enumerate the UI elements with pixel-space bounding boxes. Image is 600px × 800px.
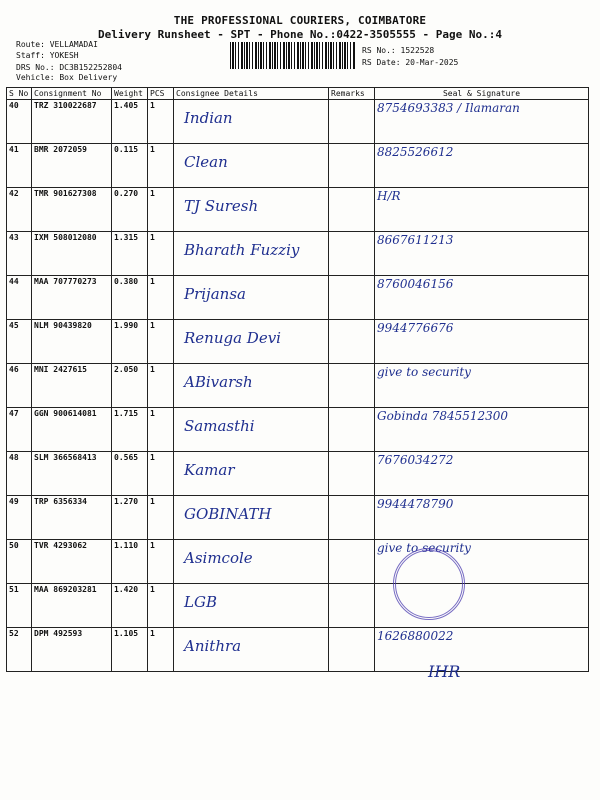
table-row xyxy=(7,188,589,232)
consignee-name xyxy=(174,188,329,232)
table-row xyxy=(7,408,589,452)
col-weight: Weight xyxy=(112,88,148,100)
consignee-name xyxy=(174,496,329,540)
table-row xyxy=(7,584,589,628)
signature-cell-text: 7676034272 xyxy=(377,453,454,467)
consignment-number-text: TMR 901627308 xyxy=(34,189,97,198)
table-row xyxy=(7,452,589,496)
footer-handwritten-note: IHR xyxy=(428,662,461,681)
weight-cell xyxy=(112,276,148,320)
signature-cell xyxy=(375,496,589,540)
weight-cell-text: 1.315 xyxy=(114,233,139,242)
signature-cell xyxy=(375,408,589,452)
signature-cell-text: Gobinda 7845512300 xyxy=(377,409,509,423)
pcs-cell xyxy=(148,584,174,628)
consignee-name xyxy=(174,144,329,188)
pcs-cell xyxy=(148,100,174,144)
weight-cell-text: 0.270 xyxy=(114,189,139,198)
sno-cell xyxy=(7,100,32,144)
consignment-number-text: TRZ 310022687 xyxy=(34,101,97,110)
sno-cell xyxy=(7,188,32,232)
pcs-cell xyxy=(148,232,174,276)
signature-cell-text: give to security xyxy=(377,365,471,379)
consignment-number xyxy=(32,320,112,364)
consignee-name xyxy=(174,320,329,364)
col-sno: S No xyxy=(7,88,32,100)
consignee-name xyxy=(174,232,329,276)
pcs-cell xyxy=(148,320,174,364)
consignment-number xyxy=(32,540,112,584)
pcs-cell-text: 1 xyxy=(150,365,155,374)
consignment-number xyxy=(32,628,112,672)
signature-cell xyxy=(375,364,589,408)
pcs-cell xyxy=(148,452,174,496)
sno-cell xyxy=(7,320,32,364)
consignee-name-text: Bharath Fuzziy xyxy=(184,241,300,259)
consignment-number-text: MAA 869203281 xyxy=(34,585,97,594)
table-row xyxy=(7,100,589,144)
weight-cell-text: 1.715 xyxy=(114,409,139,418)
sno-cell xyxy=(7,628,32,672)
consignment-number-text: TVR 4293062 xyxy=(34,541,87,550)
remarks-cell xyxy=(329,408,375,452)
consignee-name-text: Prijansa xyxy=(184,285,246,303)
weight-cell-text: 1.270 xyxy=(114,497,139,506)
table-row xyxy=(7,320,589,364)
weight-cell xyxy=(112,364,148,408)
remarks-cell xyxy=(329,100,375,144)
pcs-cell-text: 1 xyxy=(150,541,155,550)
consignee-name xyxy=(174,540,329,584)
signature-cell-text: 8825526612 xyxy=(377,145,454,159)
remarks-cell xyxy=(329,628,375,672)
pcs-cell-text: 1 xyxy=(150,189,155,198)
consignee-name xyxy=(174,408,329,452)
remarks-cell xyxy=(329,320,375,364)
col-consignee: Consignee Details xyxy=(174,88,329,100)
pcs-cell-text: 1 xyxy=(150,145,155,154)
weight-cell-text: 0.565 xyxy=(114,453,139,462)
remarks-cell xyxy=(329,232,375,276)
consignee-name-text: TJ Suresh xyxy=(184,197,259,215)
consignee-name-text: GOBINATH xyxy=(184,505,272,523)
weight-cell xyxy=(112,584,148,628)
pcs-cell-text: 1 xyxy=(150,277,155,286)
consignee-name-text: ABivarsh xyxy=(184,373,253,391)
col-pcs: PCS xyxy=(148,88,174,100)
signature-cell-text: 8754693383 / Ilamaran xyxy=(377,101,520,115)
sno-cell-text: 50 xyxy=(9,541,19,550)
sno-cell-text: 45 xyxy=(9,321,19,330)
consignee-name xyxy=(174,628,329,672)
sno-cell xyxy=(7,144,32,188)
table-row xyxy=(7,276,589,320)
pcs-cell xyxy=(148,408,174,452)
sno-cell-text: 48 xyxy=(9,453,19,462)
sno-cell xyxy=(7,584,32,628)
table-row xyxy=(7,232,589,276)
rs-number: RS No.: 1522528 xyxy=(362,46,435,55)
pcs-cell xyxy=(148,188,174,232)
barcode xyxy=(230,42,355,69)
consignee-name-text: Kamar xyxy=(184,461,235,479)
sno-cell-text: 44 xyxy=(9,277,19,286)
weight-cell-text: 1.405 xyxy=(114,101,139,110)
sno-cell xyxy=(7,364,32,408)
pcs-cell-text: 1 xyxy=(150,321,155,330)
remarks-cell xyxy=(329,276,375,320)
signature-cell-text: 9944776676 xyxy=(377,321,454,335)
sno-cell xyxy=(7,232,32,276)
seal-stamp xyxy=(393,548,465,620)
sno-cell xyxy=(7,408,32,452)
remarks-cell xyxy=(329,364,375,408)
pcs-cell-text: 1 xyxy=(150,233,155,242)
signature-cell-text: 8760046156 xyxy=(377,277,454,291)
consignee-name xyxy=(174,584,329,628)
company-title: THE PROFESSIONAL COURIERS, COIMBATORE xyxy=(173,14,427,27)
signature-cell xyxy=(375,100,589,144)
consignee-name xyxy=(174,100,329,144)
sno-cell-text: 42 xyxy=(9,189,19,198)
consignment-number-text: GGN 900614081 xyxy=(34,409,97,418)
consignment-number-text: DPM 492593 xyxy=(34,629,83,638)
consignee-name xyxy=(174,276,329,320)
consignment-number xyxy=(32,584,112,628)
signature-cell-text: 8667611213 xyxy=(377,233,454,247)
weight-cell xyxy=(112,628,148,672)
sno-cell-text: 47 xyxy=(9,409,19,418)
consignment-number xyxy=(32,496,112,540)
weight-cell xyxy=(112,100,148,144)
weight-cell xyxy=(112,496,148,540)
pcs-cell xyxy=(148,496,174,540)
consignee-name-text: Samasthi xyxy=(184,417,255,435)
table-header-row xyxy=(7,88,589,100)
consignment-number xyxy=(32,364,112,408)
consignment-number xyxy=(32,232,112,276)
consignee-name-text: LGB xyxy=(184,593,217,611)
consignment-number xyxy=(32,452,112,496)
weight-cell-text: 1.990 xyxy=(114,321,139,330)
consignment-number-text: IXM 508012080 xyxy=(34,233,97,242)
signature-cell-text: 1626880022 xyxy=(377,629,454,643)
pcs-cell-text: 1 xyxy=(150,497,155,506)
table-row xyxy=(7,364,589,408)
weight-cell-text: 1.420 xyxy=(114,585,139,594)
weight-cell xyxy=(112,188,148,232)
weight-cell xyxy=(112,144,148,188)
remarks-cell xyxy=(329,188,375,232)
sno-cell-text: 41 xyxy=(9,145,19,154)
consignment-number-text: BMR 2072059 xyxy=(34,145,87,154)
consignee-name-text: Anithra xyxy=(184,637,242,655)
sno-cell-text: 40 xyxy=(9,101,19,110)
sno-cell xyxy=(7,276,32,320)
remarks-cell xyxy=(329,584,375,628)
consignee-name-text: Indian xyxy=(184,109,233,127)
consignment-number xyxy=(32,100,112,144)
weight-cell xyxy=(112,320,148,364)
route-label: Route: VELLAMADAI xyxy=(16,40,98,49)
consignment-number xyxy=(32,276,112,320)
col-remarks: Remarks xyxy=(329,88,375,100)
pcs-cell-text: 1 xyxy=(150,585,155,594)
consignment-number-text: NLM 90439820 xyxy=(34,321,92,330)
col-signature: Seal & Signature xyxy=(375,88,589,100)
weight-cell-text: 0.115 xyxy=(114,145,139,154)
pcs-cell xyxy=(148,540,174,584)
signature-cell-text: H/R xyxy=(377,189,401,203)
consignment-number-text: SLM 366568413 xyxy=(34,453,97,462)
remarks-cell xyxy=(329,452,375,496)
col-consignment: Consignment No xyxy=(32,88,112,100)
pcs-cell xyxy=(148,144,174,188)
signature-cell xyxy=(375,320,589,364)
consignment-number xyxy=(32,408,112,452)
table-row xyxy=(7,144,589,188)
staff-label: Staff: YOKESH xyxy=(16,51,79,60)
weight-cell-text: 2.050 xyxy=(114,365,139,374)
pcs-cell-text: 1 xyxy=(150,409,155,418)
signature-cell xyxy=(375,232,589,276)
consignee-name xyxy=(174,452,329,496)
pcs-cell-text: 1 xyxy=(150,453,155,462)
signature-cell-text: give to security xyxy=(377,541,471,555)
signature-cell xyxy=(375,276,589,320)
vehicle-label: Vehicle: Box Delivery xyxy=(16,73,118,82)
runsheet-subtitle: Delivery Runsheet - SPT - Phone No.:0422-3505555 - Page No.:4 xyxy=(98,28,502,41)
pcs-cell-text: 1 xyxy=(150,101,155,110)
runsheet-table xyxy=(6,87,589,672)
consignment-number-text: MNI 2427615 xyxy=(34,365,87,374)
signature-cell xyxy=(375,452,589,496)
weight-cell-text: 0.380 xyxy=(114,277,139,286)
remarks-cell xyxy=(329,496,375,540)
weight-cell-text: 1.105 xyxy=(114,629,139,638)
pcs-cell-text: 1 xyxy=(150,629,155,638)
sno-cell xyxy=(7,540,32,584)
rs-date: RS Date: 20-Mar-2025 xyxy=(362,58,459,67)
pcs-cell xyxy=(148,364,174,408)
signature-cell xyxy=(375,144,589,188)
table-row xyxy=(7,496,589,540)
weight-cell xyxy=(112,452,148,496)
consignee-name-text: Renuga Devi xyxy=(184,329,281,347)
pcs-cell xyxy=(148,628,174,672)
signature-cell xyxy=(375,188,589,232)
weight-cell xyxy=(112,540,148,584)
consignment-number xyxy=(32,144,112,188)
signature-cell-text: 9944478790 xyxy=(377,497,454,511)
drs-number: DRS No.: DC3B152252804 xyxy=(16,63,122,72)
consignment-number-text: TRP 6356334 xyxy=(34,497,87,506)
sno-cell-text: 52 xyxy=(9,629,19,638)
sno-cell xyxy=(7,496,32,540)
consignee-name-text: Clean xyxy=(184,153,228,171)
table-row xyxy=(7,628,589,672)
sno-cell-text: 51 xyxy=(9,585,19,594)
remarks-cell xyxy=(329,144,375,188)
sno-cell-text: 49 xyxy=(9,497,19,506)
signature-cell xyxy=(375,628,589,672)
consignment-number-text: MAA 707770273 xyxy=(34,277,97,286)
pcs-cell xyxy=(148,276,174,320)
weight-cell xyxy=(112,232,148,276)
consignment-number xyxy=(32,188,112,232)
weight-cell xyxy=(112,408,148,452)
sno-cell-text: 43 xyxy=(9,233,19,242)
weight-cell-text: 1.110 xyxy=(114,541,139,550)
table-row xyxy=(7,540,589,584)
consignee-name-text: Asimcole xyxy=(184,549,253,567)
consignee-name xyxy=(174,364,329,408)
remarks-cell xyxy=(329,540,375,584)
sno-cell-text: 46 xyxy=(9,365,19,374)
sno-cell xyxy=(7,452,32,496)
